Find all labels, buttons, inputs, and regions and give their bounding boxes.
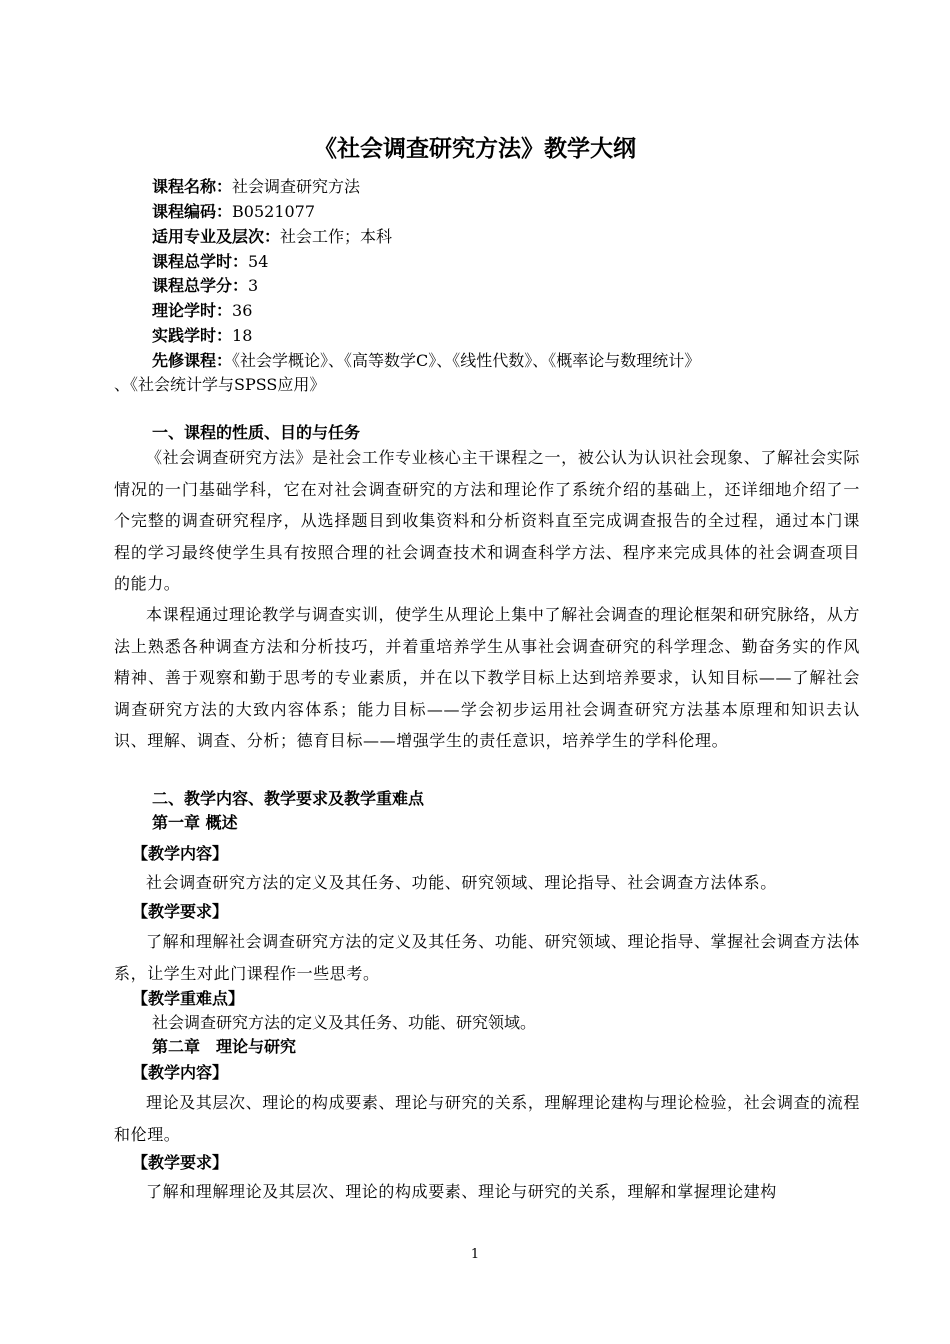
section1-paragraph-2: 本课程通过理论教学与调查实训，使学生从理论上集中了解社会调查的理论框架和研究脉络，从方法上熟悉各种调查方法和分析技巧，并着重培养学生从事社会调查研究的科学理念、勤奋务实的作风精神、善于观察和勤于思考的专业素质，并在以下教学目标上达到培养要求，认知目标——了解社会调查研究方法的大致内容体系；能力目标——学会初步运用社会调查研究方法基本原理和知识去认识、理解、调查、分析；德育目标——增强学生的责任意识，培养学生的学科伦理。: [114, 605, 860, 750]
chapter1-content: 社会调查研究方法的定义及其任务、功能、研究领域、理论指导、社会调查方法体系。: [146, 873, 777, 892]
section1-heading: 一、课程的性质、目的与任务: [152, 423, 361, 442]
chapter2-title: 第二章 理论与研究: [152, 1037, 297, 1056]
chapter2-requirements: 了解和理解理论及其层次、理论的构成要素、理论与研究的关系，理解和掌握理论建构: [146, 1182, 777, 1201]
chapter1-content-label: 【教学内容】: [132, 844, 229, 863]
chapter1-key-points: 社会调查研究方法的定义及其任务、功能、研究领域。: [152, 1013, 537, 1032]
page-number: 1: [470, 1247, 480, 1262]
meta-theory-hours: 理论学时：36: [152, 301, 253, 320]
meta-course-name: 课程名称：社会调查研究方法: [152, 177, 361, 196]
section2-heading: 二、教学内容、教学要求及教学重难点: [152, 789, 425, 808]
meta-course-code: 课程编码：B0521077: [152, 202, 316, 221]
chapter1-key-points-label: 【教学重难点】: [132, 989, 245, 1008]
meta-prerequisites: 先修课程：《社会学概论》、《高等数学C》、《线性代数》、《概率论与数理统计》: [152, 351, 701, 370]
chapter1-requirements-label: 【教学要求】: [132, 902, 229, 921]
chapter2-content-label: 【教学内容】: [132, 1063, 229, 1082]
meta-major-level: 适用专业及层次：社会工作；本科: [152, 227, 393, 246]
meta-practice-hours: 实践学时：18: [152, 326, 253, 345]
meta-prerequisites-continued: 、《社会统计学与SPSS应用》: [114, 375, 326, 394]
chapter2-requirements-label: 【教学要求】: [132, 1153, 229, 1172]
chapter1-requirements: 了解和理解社会调查研究方法的定义及其任务、功能、研究领域、理论指导、掌握社会调查方法体系，让学生对此门课程作一些思考。: [114, 932, 860, 983]
document-title: 《社会调查研究方法》教学大纲: [314, 136, 636, 162]
chapter2-content: 理论及其层次、理论的构成要素、理论与研究的关系，理解理论建构与理论检验，社会调查的流程和伦理。: [114, 1093, 860, 1144]
chapter1-title: 第一章 概述: [152, 813, 238, 832]
meta-total-hours: 课程总学时：54: [152, 252, 269, 271]
section1-paragraph-1: 《社会调查研究方法》是社会工作专业核心主干课程之一，被公认为认识社会现象、了解社会实际情况的一门基础学科，它在对社会调查研究的方法和理论作了系统介绍的基础上，还详细地介绍了一个完整的调查研究程序，从选择题目到收集资料和分析资料直至完成调查报告的全过程，通过本门课程的学习最终使学生具有按照合理的社会调查技术和调查科学方法、程序来完成具体的社会调查项目的能力。: [114, 448, 860, 593]
meta-total-credits: 课程总学分：3: [152, 276, 259, 295]
